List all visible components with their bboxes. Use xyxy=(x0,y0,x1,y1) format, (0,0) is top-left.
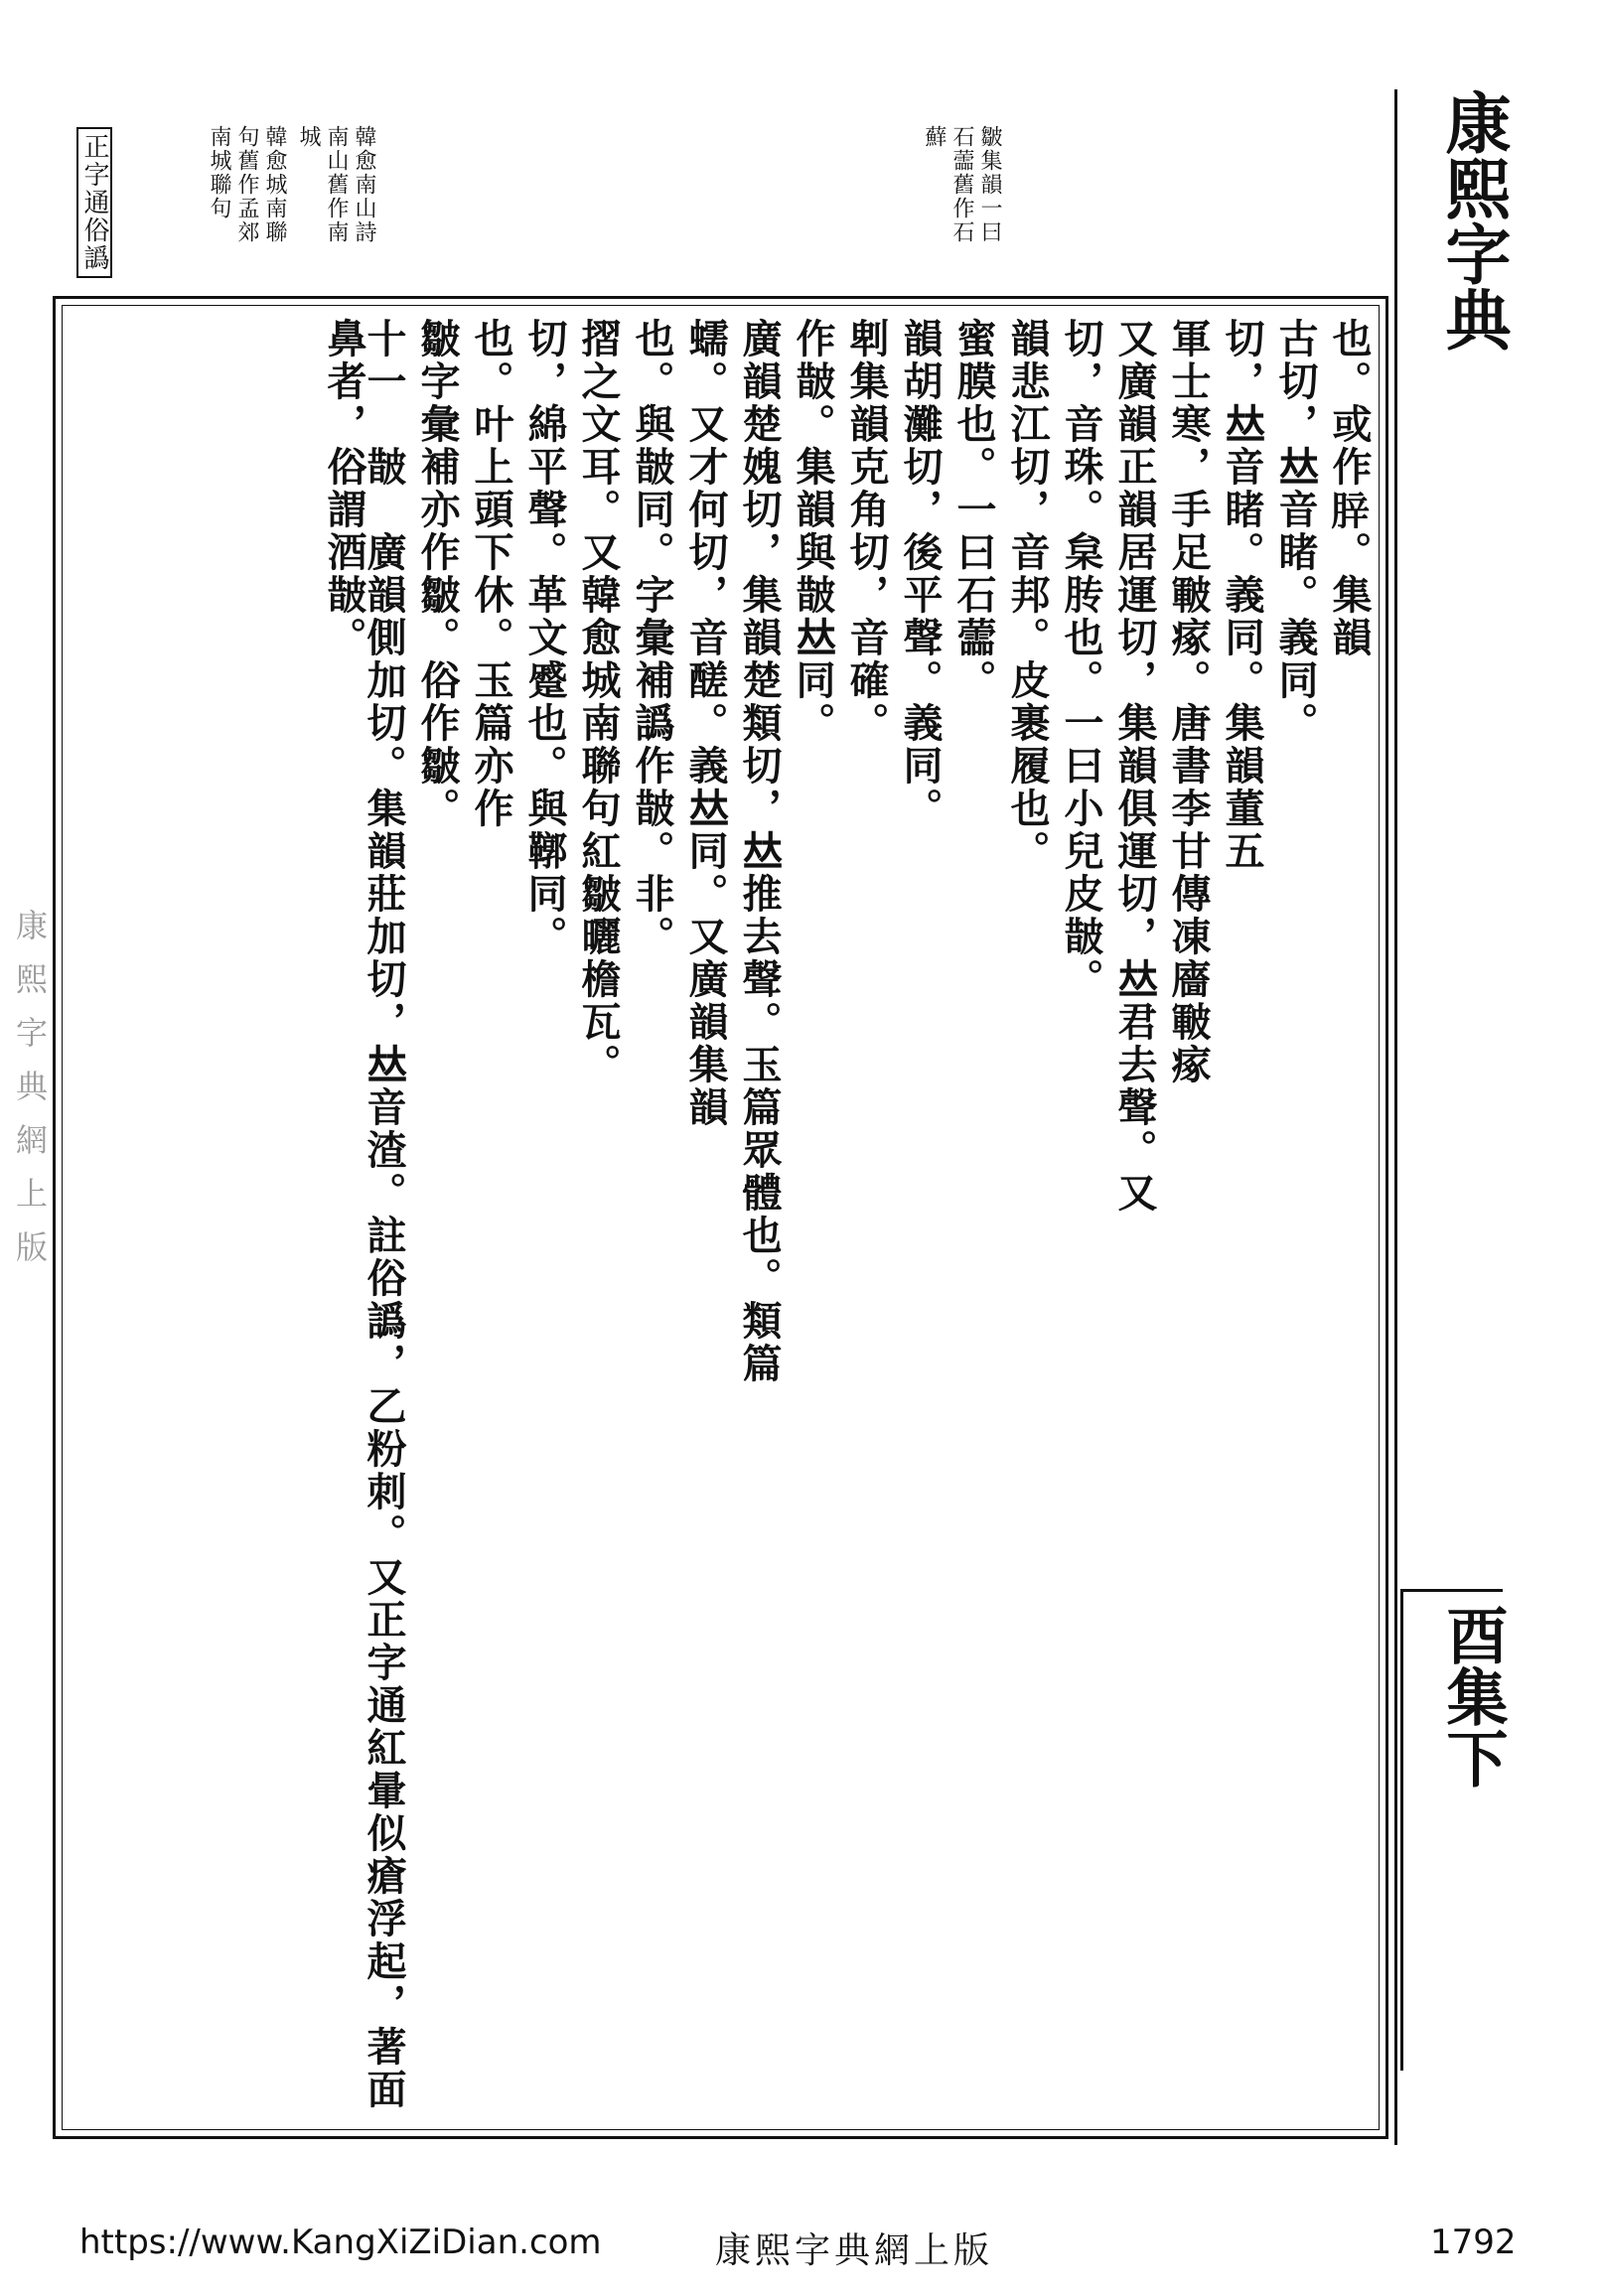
text-column: 軍士寒，手足皸瘃。唐書李甘傳凍廧皸瘃 xyxy=(1165,318,1212,1086)
watermark-text: 康熙字典網上版 xyxy=(11,909,49,1284)
text-column: 𠜱集韻克角切，音確。 xyxy=(843,318,890,745)
main-text-frame xyxy=(53,296,1388,2139)
main-text-inner-border xyxy=(62,305,1380,2130)
text-column: 也。叶上頭下休。玉篇亦作 xyxy=(468,318,514,830)
text-column: 韻悲江切，音邦。皮裹履也。 xyxy=(1004,318,1051,873)
text-column: 又廣韻正韻居運切，集韻俱運切，𠀤君去聲。又 xyxy=(1111,318,1158,1215)
text-column: 韻胡灘切，後平聲。義同。 xyxy=(897,318,944,830)
text-column: 十一 皵 廣韻側加切。集韻莊加切，𠀤音渣。註俗譌，乙粉刺。又正字通紅暈似瘡浮起，著面鼻者，俗謂酒皵。 xyxy=(321,318,407,2111)
note-column: 石蘦舊作石 xyxy=(949,125,974,244)
text-column: 古切，𠀤音睹。義同。 xyxy=(1272,318,1319,745)
spine-title: 康熙字典 xyxy=(1434,89,1512,352)
note-column: 南山舊作南 xyxy=(324,125,349,244)
text-column: 蜜膜也。一曰石蘦。 xyxy=(950,318,997,702)
text-column: 廣韻楚媿切，集韻楚類切，𠀤推去聲。玉篇眾體也。類篇 xyxy=(736,318,783,1385)
top-annotation-strip xyxy=(55,117,1385,291)
text-column: 切，音珠。枲䏝也。一曰小兒皮皵。 xyxy=(1058,318,1104,1001)
note-zhengzitong: 正字通俗譌 xyxy=(76,127,112,278)
text-column: 摺之文耳。又韓愈城南聯句紅皺曬檐瓦。 xyxy=(575,318,622,1086)
text-column: 作皵。集韻與皵𠀤同。 xyxy=(790,318,836,745)
text-column: 切，綿平聲。革文蹙也。與鞹同。 xyxy=(521,318,568,958)
text-column: 也。或作𦛛。集韻 xyxy=(1326,318,1373,659)
note-column: 韓愈城南聯 xyxy=(262,125,287,244)
text-columns xyxy=(321,318,1373,2115)
note-column: 皺集韻一曰 xyxy=(977,125,1002,244)
note-column: 句舊作孟郊 xyxy=(234,125,259,244)
note-column: 韓愈南山詩 xyxy=(352,125,376,244)
note-column: 蘚 xyxy=(922,125,947,149)
footer-title: 康熙字典網上版 xyxy=(715,2230,994,2271)
site-url-link[interactable]: https://www.KangXiZiDian.com xyxy=(79,2223,602,2262)
page-number: 1792 xyxy=(1430,2223,1517,2262)
page-footer xyxy=(0,2217,1603,2276)
note-column: 南城聯句 xyxy=(207,125,231,220)
text-column: 皺字彙補亦作皺。俗作皺。 xyxy=(414,318,461,830)
spine-section: 酉集下 xyxy=(1400,1589,1503,2071)
note-column: 城 xyxy=(296,125,321,149)
text-column: 蠕。又才何切，音醝。義𠀤同。又廣韻集韻 xyxy=(682,318,729,1129)
text-column: 也。與皵同。字彙補譌作皵。非。 xyxy=(629,318,675,958)
text-column: 切，𠀤音睹。義同。集韻董五 xyxy=(1219,318,1265,873)
